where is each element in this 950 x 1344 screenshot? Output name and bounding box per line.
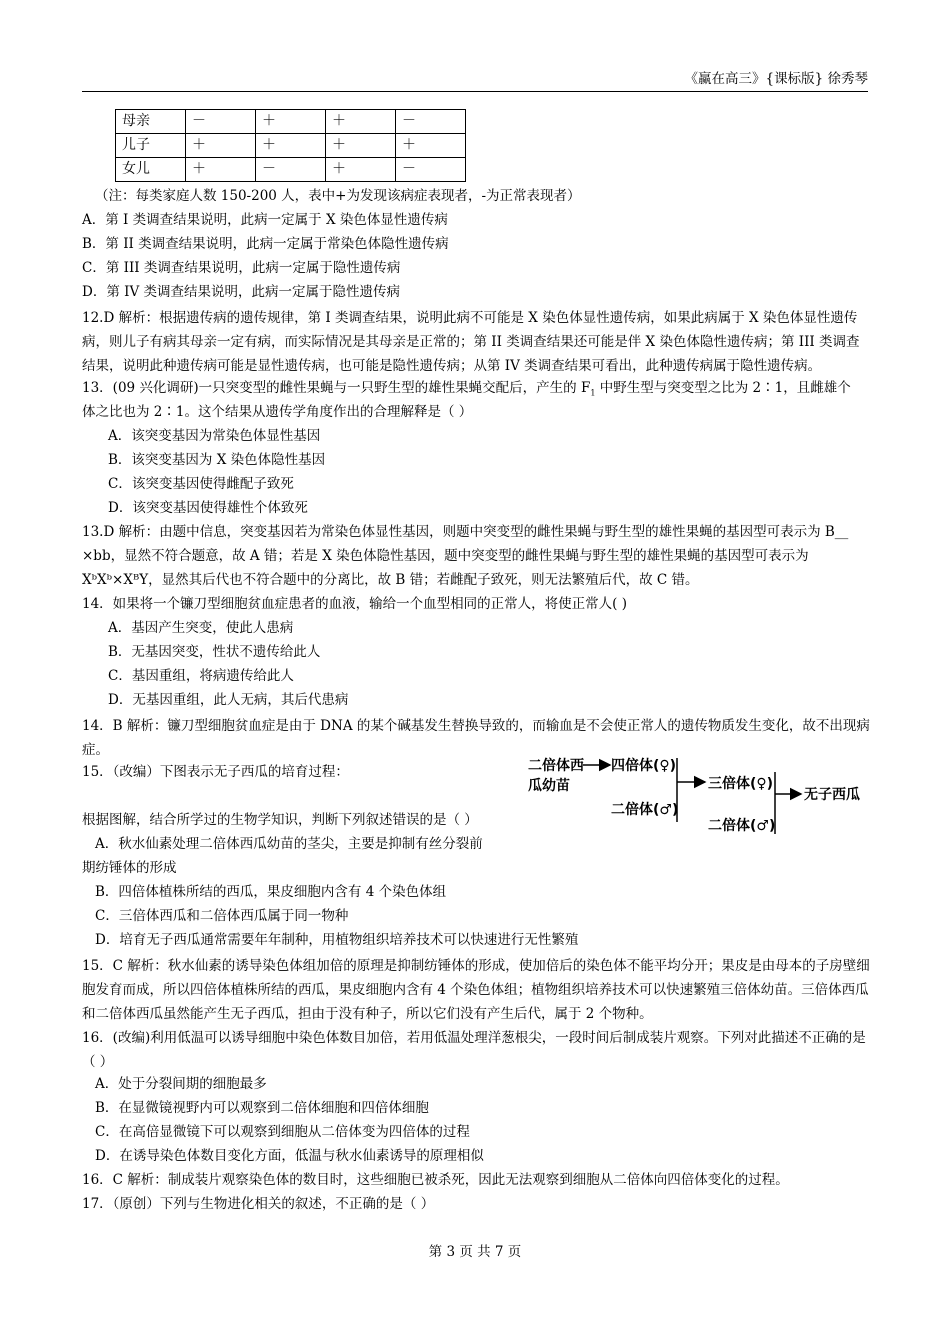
- q15-option-a-line2: 期纺锤体的形成: [82, 860, 177, 876]
- page-footer: 第 3 页 共 7 页: [428, 1244, 522, 1260]
- table-cell: ＋: [326, 134, 396, 158]
- q13-stem-b: 中野生型与突变型之比为 2∶1，且雌雄个: [595, 380, 851, 396]
- survey-table: [115, 109, 466, 182]
- q15-analysis: 15．C 解析：秋水仙素的诱导染色体组加倍的原理是抑制纺锤体的形成，使加倍后的染色体不能平均分开；果皮是由母本的子房壁细胞发育而成，所以四倍体植株所结的西瓜，果皮细胞内含有 4 个染色体组；植物组织培养技术可以快速繁殖三倍体幼苗。三倍体西瓜和二倍体西瓜虽然能产生无子西瓜，担由于没有种子，所以它们没有产生后代，属于 2 个物种。: [82, 958, 870, 1022]
- q13-stem-a: 13．(09 兴化调研)一只突变型的雌性果蝇与一只野生型的雄性果蝇交配后，产生的 F: [82, 380, 591, 396]
- table-cell: ＋: [256, 134, 326, 158]
- table-cell: －: [396, 110, 466, 134]
- q13-stem-sub: 1: [590, 388, 596, 398]
- table-row: [116, 110, 466, 134]
- q15-option-d: D．培育无子西瓜通常需要年年制种，用植物组织培养技术可以快速进行无性繁殖: [95, 932, 579, 948]
- q15-stem2: 根据图解，结合所学过的生物学知识，判断下列叙述错误的是（ ）: [82, 812, 478, 828]
- table-cell: ＋: [326, 158, 396, 182]
- q15-option-b: B．四倍体植株所结的西瓜，果皮细胞内含有 4 个染色体组: [95, 884, 447, 900]
- table-cell: ＋: [326, 110, 396, 134]
- seedless-watermelon-diagram: [525, 750, 870, 840]
- q12-option-b: B．第 II 类调查结果说明，此病一定属于常染色体隐性遗传病: [82, 236, 449, 252]
- row-label: 母亲: [116, 110, 186, 134]
- q13-option-c: C．该突变基因使得雌配子致死: [108, 476, 294, 492]
- q15-option-a-line1: A．秋水仙素处理二倍体西瓜幼苗的茎尖，主要是抑制有丝分裂前: [95, 836, 483, 852]
- q12-option-d: D．第 IV 类调查结果说明，此病一定属于隐性遗传病: [82, 284, 400, 300]
- q12-option-a: A．第 I 类调查结果说明，此病一定属于 X 染色体显性遗传病: [82, 212, 448, 228]
- q14-option-a: A．基因产生突变，使此人患病: [108, 620, 294, 636]
- diagram-diploid-a: 二倍体(♂): [611, 802, 679, 818]
- table-cell: ＋: [256, 110, 326, 134]
- table-row: [116, 158, 466, 182]
- table-cell: ＋: [186, 134, 256, 158]
- q12-option-c: C．第 III 类调查结果说明，此病一定属于隐性遗传病: [82, 260, 401, 276]
- table-cell: －: [256, 158, 326, 182]
- table-note: （注：每类家庭人数 150-200 人，表中+为发现该病症表现者，-为正常表现者）: [95, 188, 581, 204]
- q16-option-a: A．处于分裂间期的细胞最多: [95, 1076, 267, 1092]
- q14-option-d: D．无基因重组，此人无病，其后代患病: [108, 692, 349, 708]
- table-cell: －: [396, 158, 466, 182]
- q14-stem: 14．如果将一个镰刀型细胞贫血症患者的血液，输给一个血型相同的正常人，将使正常人( ): [82, 596, 628, 612]
- q15-option-c: C．三倍体西瓜和二倍体西瓜属于同一物种: [95, 908, 349, 924]
- diagram-triploid: 三倍体(♀): [708, 776, 774, 792]
- table-cell: ＋: [186, 158, 256, 182]
- table-cell: ＋: [396, 134, 466, 158]
- q14-option-c: C．基因重组，将病遗传给此人: [108, 668, 294, 684]
- q13-option-b: B．该突变基因为 X 染色体隐性基因: [108, 452, 326, 468]
- q14-option-b: B．无基因突变，性状不遗传给此人: [108, 644, 321, 660]
- q13-analysis-line2: ×bb，显然不符合题意，故 A 错；若是 X 染色体隐性基因，题中突变型的雌性果蝇与野生型的雄性果蝇的基因型可表示为: [82, 548, 809, 564]
- q13-option-a: A．该突变基因为常染色体显性基因: [108, 428, 321, 444]
- q13-option-d: D．该突变基因使得雄性个体致死: [108, 500, 308, 516]
- q16-analysis: 16．C 解析：制成装片观察染色体的数目时，这些细胞已被杀死，因此无法观察到细胞从二倍体向四倍体变化的过程。: [82, 1172, 789, 1188]
- diagram-seedless: 无子西瓜: [804, 787, 860, 803]
- row-label: 女儿: [116, 158, 186, 182]
- diagram-diploid-b: 二倍体(♂): [708, 818, 776, 834]
- q16-option-c: C．在高倍显微镜下可以观察到细胞从二倍体变为四倍体的过程: [95, 1124, 470, 1140]
- q14-analysis: 14．B 解析：镰刀型细胞贫血症是由于 DNA 的某个碱基发生替换导致的，而输血是不会使正常人的遗传物质发生变化，故不出现病症。: [82, 718, 870, 758]
- q16-option-d: D．在诱导染色体数目变化方面，低温与秋水仙素诱导的原理相似: [95, 1148, 484, 1164]
- table-cell: －: [186, 110, 256, 134]
- q15-stem: 15．（改编）下图表示无子西瓜的培育过程：: [82, 764, 349, 780]
- diagram-seedling-line1: 二倍体西: [528, 758, 584, 774]
- q17-stem: 17．（原创）下列与生物进化相关的叙述，不正确的是（ ）: [82, 1196, 435, 1212]
- q13-analysis-line1: 13.D 解析：由题中信息，突变基因若为常染色体显性基因，则题中突变型的雌性果蝇与野生型的雄性果蝇的基因型可表示为 B__: [82, 524, 849, 540]
- row-label: 儿子: [116, 134, 186, 158]
- q13-stem-line1: [82, 378, 851, 398]
- header-rule: [82, 91, 868, 92]
- diagram-seedling-line2: 瓜幼苗: [528, 778, 570, 794]
- q13-stem-line2: 体之比也为 2∶1。这个结果从遗传学角度作出的合理解释是（ ）: [82, 404, 473, 420]
- q16-stem: 16．(改编)利用低温可以诱导细胞中染色体数目加倍，若用低温处理洋葱根尖，一段时间后制成装片观察。下列对此描述不正确的是（ ）: [82, 1030, 866, 1070]
- q13-analysis-line3: XᵇXᵇ×XᴮY，显然其后代也不符合题中的分离比，故 B 错；若雌配子致死，则无法繁殖后代，故 C 错。: [82, 572, 699, 588]
- q16-option-b: B．在显微镜视野内可以观察到二倍体细胞和四倍体细胞: [95, 1100, 429, 1116]
- diagram-tetraploid: 四倍体(♀): [611, 758, 677, 774]
- table-row: [116, 134, 466, 158]
- q12-analysis: 12.D 解析：根据遗传病的遗传规律，第 I 类调查结果，说明此病不可能是 X 染色体显性遗传病，如果此病属于 X 染色体显性遗传病，则儿子有病其母亲一定有病，而实际情况是其母亲是正常的；第 II 类调查结果还可能是伴 X 染色体隐性遗传病；第 III 类调查结果，说明此种遗传病可能是显性遗传病，也可能是隐性遗传病；从第 IV 类调查结果可看出，此种遗传病属于隐性遗传病。: [82, 310, 860, 374]
- page-header: 《赢在高三》{课标版} 徐秀琴: [684, 71, 868, 87]
